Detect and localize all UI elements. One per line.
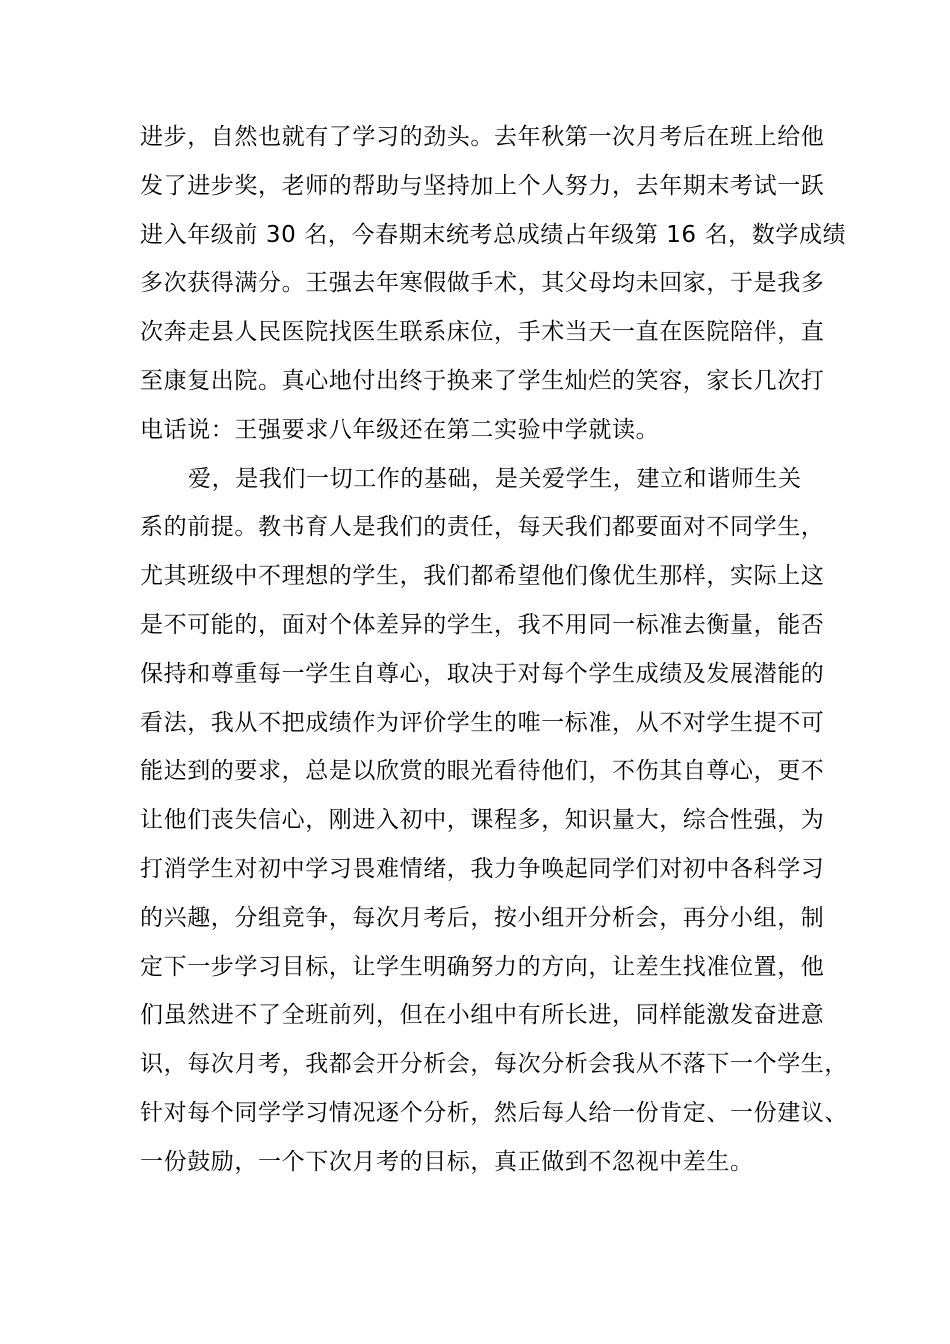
text-line: 电话说：王强要求八年级还在第二实验中学就读。 bbox=[140, 416, 660, 443]
text-line: 保持和尊重每一学生自尊心，取决于对每个学生成绩及发展潜能的 bbox=[140, 660, 825, 687]
text-line: 定下一步学习目标，让学生明确努力的方向，让差生找准位置，他 bbox=[140, 953, 825, 980]
text-line: 的兴趣，分组竞争，每次月考后，按小组开分析会，再分小组，制 bbox=[140, 904, 825, 931]
text-line: 进步，自然也就有了学习的劲头。去年秋第一次月考后在班上给他 bbox=[140, 124, 825, 150]
text-line: 看法，我从不把成绩作为评价学生的唯一标准，从不对学生提不可 bbox=[140, 709, 825, 736]
text-line: 能达到的要求，总是以欣赏的眼光看待他们，不伤其自尊心，更不 bbox=[140, 758, 825, 785]
body-text bbox=[140, 113, 848, 1187]
text-line: 是不可能的，面对个体差异的学生，我不用同一标准去衡量，能否 bbox=[140, 611, 825, 638]
text-line: 一份鼓励，一个下次月考的目标，真正做到不忽视中差生。 bbox=[140, 1148, 754, 1175]
text-line: 多次获得满分。王强去年寒假做手术，其父母均未回家，于是我多 bbox=[140, 270, 825, 297]
text-line: 至康复出院。真心地付出终于换来了学生灿烂的笑容，家长几次打 bbox=[140, 367, 825, 394]
text-line: 次奔走县人民医院找医生联系床位，手术当天一直在医院陪伴，直 bbox=[140, 319, 825, 346]
text-line: 尤其班级中不理想的学生，我们都希望他们像优生那样，实际上这 bbox=[140, 563, 825, 590]
text-line: 发了进步奖，老师的帮助与坚持加上个人努力，去年期末考试一跃 bbox=[140, 172, 825, 199]
paragraph-first-line: 爱，是我们一切工作的基础，是关爱学生，建立和谐师生关 bbox=[188, 465, 802, 492]
text-line: 识，每次月考，我都会开分析会，每次分析会我从不落下一个学生， bbox=[140, 1051, 848, 1078]
text-line: 们虽然进不了全班前列，但在小组中有所长进，同样能激发奋进意 bbox=[140, 1002, 825, 1029]
text-line: 进入年级前 30 名，今春期末统考总成绩占年级第 16 名，数学成绩 bbox=[140, 221, 847, 248]
text-line: 系的前提。教书育人是我们的责任，每天我们都要面对不同学生， bbox=[140, 514, 825, 541]
text-line: 针对每个同学学习情况逐个分析，然后每人给一份肯定、一份建议、 bbox=[140, 1099, 848, 1126]
text-line: 让他们丧失信心，刚进入初中，课程多，知识量大，综合性强，为 bbox=[140, 807, 825, 834]
text-line: 打消学生对初中学习畏难情绪，我力争唤起同学们对初中各科学习 bbox=[140, 855, 825, 882]
